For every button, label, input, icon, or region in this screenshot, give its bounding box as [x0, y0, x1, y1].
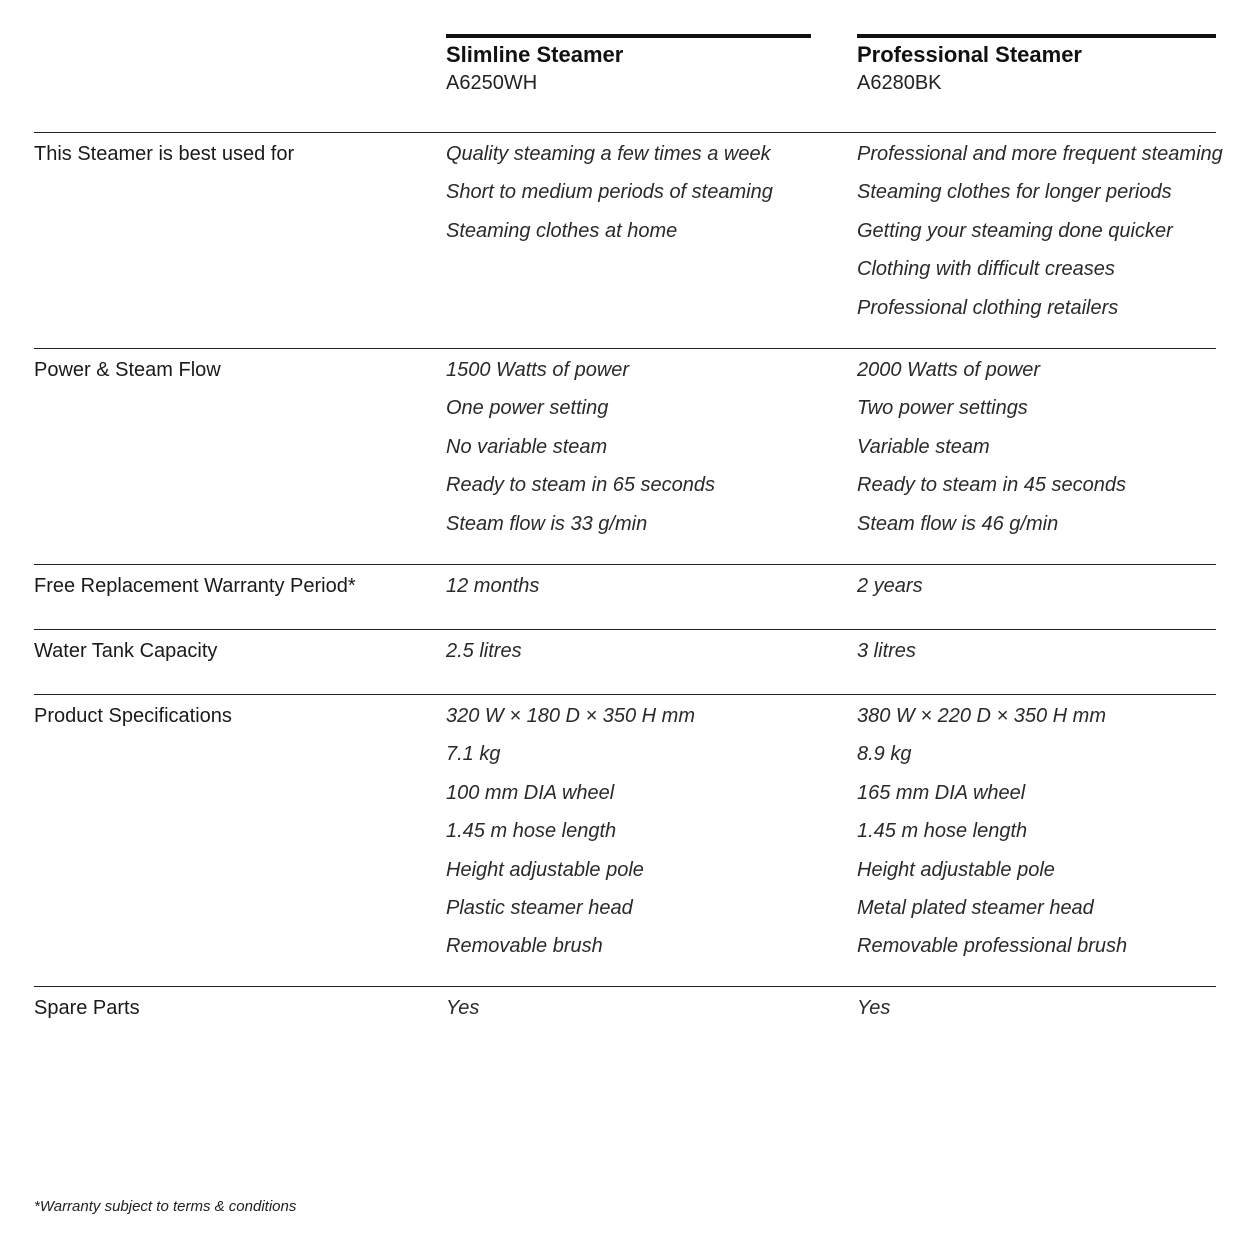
row-label: This Steamer is best used for — [34, 143, 295, 165]
spec-line: Two power settings — [857, 397, 1028, 420]
row-water-tank — [34, 629, 1216, 694]
spec-line: Yes — [857, 997, 891, 1019]
spec-line: 165 mm DIA wheel — [857, 781, 1026, 804]
professional-cell — [857, 703, 1216, 966]
spec-line: Plastic steamer head — [446, 897, 633, 920]
spec-line: 1.45 m hose length — [857, 820, 1028, 843]
spec-line: 12 months — [446, 575, 540, 597]
spec-line: 2 years — [857, 575, 923, 597]
row-label: Spare Parts — [34, 997, 140, 1019]
spec-line: 1.45 m hose length — [446, 820, 617, 843]
comparison-table — [34, 132, 1223, 1046]
spec-line: 1500 Watts of power — [446, 359, 630, 381]
spec-line: Steaming clothes for longer periods — [857, 181, 1172, 204]
professional-cell — [857, 638, 1216, 670]
professional-cell — [857, 141, 1223, 327]
professional-cell — [857, 573, 1216, 605]
spec-line: Clothing with difficult creases — [857, 258, 1115, 281]
slimline-cell — [446, 995, 846, 1027]
product-header-professional — [857, 34, 1216, 96]
spec-line: 2000 Watts of power — [857, 359, 1041, 381]
product-name: Professional Steamer — [857, 42, 1082, 67]
spec-line: Removable professional brush — [857, 935, 1128, 958]
slimline-cell — [446, 638, 846, 670]
spec-line: One power setting — [446, 397, 609, 420]
spec-line: Professional clothing retailers — [857, 296, 1119, 319]
row-warranty — [34, 564, 1216, 629]
spec-line: Metal plated steamer head — [857, 897, 1094, 920]
spec-line: 8.9 kg — [857, 743, 912, 766]
spec-line: Height adjustable pole — [857, 858, 1055, 881]
spec-line: Yes — [446, 997, 480, 1019]
slimline-cell — [446, 357, 846, 543]
spec-line: Getting your steaming done quicker — [857, 219, 1173, 242]
product-code: A6280BK — [857, 72, 942, 94]
spec-line: 3 litres — [857, 640, 916, 662]
row-power-steam-flow — [34, 348, 1216, 564]
spec-line: Variable steam — [857, 435, 990, 458]
row-label: Free Replacement Warranty Period* — [34, 575, 356, 597]
slimline-cell — [446, 703, 846, 966]
spec-line: Ready to steam in 45 seconds — [857, 474, 1127, 497]
spec-line: 7.1 kg — [446, 743, 501, 766]
professional-cell — [857, 995, 1216, 1027]
spec-line: Steaming clothes at home — [446, 219, 678, 242]
row-best-used-for — [34, 132, 1223, 348]
product-code: A6250WH — [446, 72, 538, 94]
spec-line: 380 W × 220 D × 350 H mm — [857, 705, 1107, 727]
spec-line: Height adjustable pole — [446, 858, 644, 881]
row-label: Water Tank Capacity — [34, 640, 218, 662]
spec-line: Short to medium periods of steaming — [446, 181, 773, 204]
slimline-cell — [446, 573, 846, 605]
row-label: Power & Steam Flow — [34, 359, 221, 381]
professional-cell — [857, 357, 1216, 543]
row-label: Product Specifications — [34, 705, 232, 727]
slimline-cell — [446, 141, 846, 250]
spec-line: Professional and more frequent steaming — [857, 143, 1223, 165]
row-spare-parts — [34, 986, 1216, 1046]
product-header-slimline — [446, 34, 811, 96]
spec-line: Steam flow is 33 g/min — [446, 512, 648, 535]
spec-line: No variable steam — [446, 435, 608, 458]
spec-line: 2.5 litres — [446, 640, 522, 662]
spec-line: Steam flow is 46 g/min — [857, 512, 1059, 535]
warranty-footnote: *Warranty subject to terms & conditions — [34, 1198, 297, 1215]
spec-line: 320 W × 180 D × 350 H mm — [446, 705, 696, 727]
spec-line: Ready to steam in 65 seconds — [446, 474, 716, 497]
spec-line: Quality steaming a few times a week — [446, 143, 771, 165]
product-name: Slimline Steamer — [446, 42, 624, 67]
spec-line: 100 mm DIA wheel — [446, 781, 615, 804]
spec-line: Removable brush — [446, 935, 603, 958]
row-product-specifications — [34, 694, 1216, 986]
